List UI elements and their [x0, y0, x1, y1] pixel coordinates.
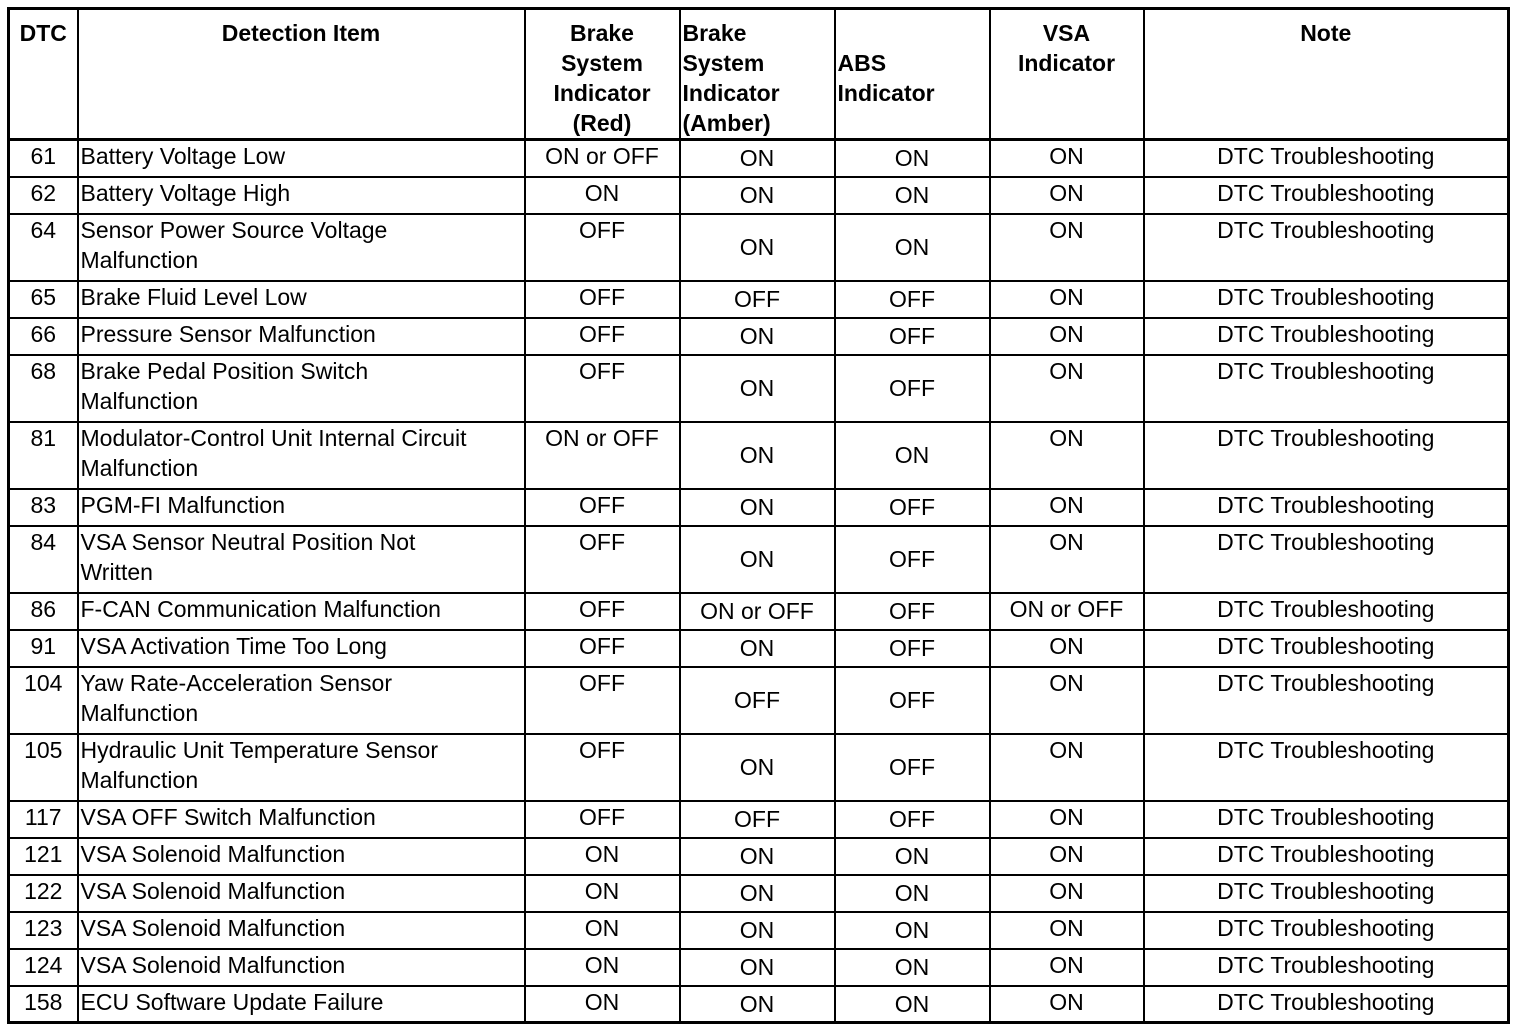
brake-amber-cell: ON [680, 422, 835, 489]
detection-item-line: F-CAN Communication Malfunction [80, 595, 441, 622]
detection-item-cell [78, 912, 525, 949]
detection-item-cell [78, 214, 525, 281]
table-row [9, 489, 1509, 526]
brake-amber-cell: ON [680, 630, 835, 667]
brake-red-cell: ON [525, 875, 680, 912]
detection-item-line: VSA OFF Switch Malfunction [80, 803, 376, 830]
dtc-cell: 104 [9, 667, 78, 734]
note-cell: DTC Troubleshooting [1144, 593, 1509, 630]
brake-amber-cell: ON [680, 526, 835, 593]
header-line: Indicator [553, 80, 651, 106]
dtc-cell: 124 [9, 949, 78, 986]
table-body [9, 140, 1509, 1023]
brake-red-cell: OFF [525, 489, 680, 526]
brake-red-cell: OFF [525, 667, 680, 734]
dtc-cell: 66 [9, 318, 78, 355]
detection-item-line: Battery Voltage Low [80, 143, 286, 169]
note-cell: DTC Troubleshooting [1144, 734, 1509, 801]
detection-item-cell [78, 734, 525, 801]
header-vsa [990, 9, 1144, 140]
detection-item-line: Battery Voltage High [80, 179, 291, 206]
vsa-cell: ON [990, 838, 1144, 875]
dtc-cell: 64 [9, 214, 78, 281]
vsa-cell: ON [990, 912, 1144, 949]
detection-item-cell [78, 422, 525, 489]
brake-amber-cell: ON [680, 318, 835, 355]
vsa-cell: ON [990, 875, 1144, 912]
detection-item-line: Pressure Sensor Malfunction [80, 320, 376, 347]
header-dtc: DTC [9, 9, 78, 140]
abs-cell: OFF [835, 281, 990, 318]
header-abs [835, 9, 990, 140]
table-row [9, 422, 1509, 489]
abs-cell: ON [835, 912, 990, 949]
detection-item-line: VSA Solenoid Malfunction [80, 840, 346, 867]
note-cell: DTC Troubleshooting [1144, 630, 1509, 667]
brake-amber-cell: ON [680, 912, 835, 949]
abs-cell: ON [835, 140, 990, 177]
detection-item-cell [78, 838, 525, 875]
header-note: Note [1144, 9, 1509, 140]
header-line: System [682, 50, 765, 76]
brake-red-cell: OFF [525, 526, 680, 593]
detection-item-line: VSA Solenoid Malfunction [80, 877, 346, 904]
brake-amber-cell: ON [680, 838, 835, 875]
note-cell: DTC Troubleshooting [1144, 801, 1509, 838]
header-line: (Amber) [682, 110, 771, 136]
header-line: ABS [837, 50, 887, 76]
table-row [9, 912, 1509, 949]
brake-amber-cell: ON [680, 355, 835, 422]
table-row [9, 214, 1509, 281]
vsa-cell: ON [990, 734, 1144, 801]
vsa-cell: ON [990, 355, 1144, 422]
note-cell: DTC Troubleshooting [1144, 838, 1509, 875]
detection-item-line: VSA Solenoid Malfunction [80, 951, 346, 978]
detection-item-line: ECU Software Update Failure [80, 988, 384, 1015]
detection-item-cell [78, 667, 525, 734]
table-row [9, 177, 1509, 214]
table-row [9, 593, 1509, 630]
detection-item-line: Brake Pedal Position Switch [80, 357, 369, 384]
header-line: Indicator [837, 80, 935, 106]
note-cell: DTC Troubleshooting [1144, 912, 1509, 949]
brake-red-cell: OFF [525, 801, 680, 838]
table-row [9, 526, 1509, 593]
vsa-cell: ON [990, 214, 1144, 281]
detection-item-cell [78, 177, 525, 214]
abs-cell: OFF [835, 801, 990, 838]
vsa-cell: ON [990, 630, 1144, 667]
abs-cell: ON [835, 838, 990, 875]
brake-red-cell: OFF [525, 318, 680, 355]
abs-cell: OFF [835, 734, 990, 801]
dtc-cell: 81 [9, 422, 78, 489]
vsa-cell: ON [990, 318, 1144, 355]
table-row [9, 140, 1509, 177]
detection-item-cell [78, 801, 525, 838]
dtc-cell: 68 [9, 355, 78, 422]
note-cell: DTC Troubleshooting [1144, 177, 1509, 214]
brake-red-cell: ON [525, 949, 680, 986]
vsa-cell: ON [990, 949, 1144, 986]
abs-cell: OFF [835, 593, 990, 630]
dtc-cell: 117 [9, 801, 78, 838]
vsa-cell: ON [990, 140, 1144, 177]
detection-item-cell [78, 593, 525, 630]
table-row [9, 630, 1509, 667]
detection-item-cell [78, 140, 525, 177]
vsa-cell: ON [990, 526, 1144, 593]
header-line: Brake [682, 20, 747, 46]
header-line: (Red) [572, 110, 632, 136]
brake-red-cell: OFF [525, 593, 680, 630]
abs-cell: ON [835, 214, 990, 281]
note-cell: DTC Troubleshooting [1144, 949, 1509, 986]
brake-red-cell: OFF [525, 281, 680, 318]
detection-item-cell [78, 949, 525, 986]
dtc-cell: 123 [9, 912, 78, 949]
dtc-cell: 65 [9, 281, 78, 318]
brake-amber-cell: OFF [680, 281, 835, 318]
vsa-cell: ON [990, 986, 1144, 1023]
abs-cell: ON [835, 177, 990, 214]
brake-red-cell: ON [525, 912, 680, 949]
header-row [9, 9, 1509, 140]
detection-item-line: PGM-FI Malfunction [80, 491, 285, 518]
note-cell: DTC Troubleshooting [1144, 667, 1509, 734]
table-row [9, 875, 1509, 912]
header-line: Indicator [1017, 50, 1116, 76]
detection-item-line: Malfunction [80, 387, 199, 414]
note-cell: DTC Troubleshooting [1144, 281, 1509, 318]
abs-cell: OFF [835, 526, 990, 593]
detection-item-line: Yaw Rate-Acceleration Sensor [80, 669, 392, 696]
header-detection-item: Detection Item [78, 9, 525, 140]
abs-cell: ON [835, 949, 990, 986]
dtc-cell: 121 [9, 838, 78, 875]
table-row [9, 801, 1509, 838]
brake-amber-cell: ON or OFF [680, 593, 835, 630]
detection-item-cell [78, 318, 525, 355]
dtc-cell: 62 [9, 177, 78, 214]
brake-amber-cell: ON [680, 214, 835, 281]
detection-item-cell [78, 986, 525, 1023]
note-cell: DTC Troubleshooting [1144, 318, 1509, 355]
table-row [9, 355, 1509, 422]
abs-cell: OFF [835, 667, 990, 734]
detection-item-line: Malfunction [80, 246, 199, 273]
abs-cell: OFF [835, 630, 990, 667]
table-row [9, 281, 1509, 318]
brake-red-cell: OFF [525, 630, 680, 667]
dtc-cell: 61 [9, 140, 78, 177]
abs-cell: ON [835, 875, 990, 912]
brake-red-cell: OFF [525, 734, 680, 801]
detection-item-cell [78, 875, 525, 912]
brake-amber-cell: OFF [680, 801, 835, 838]
brake-red-cell: ON or OFF [525, 422, 680, 489]
abs-cell: ON [835, 986, 990, 1023]
header-line: Indicator [682, 80, 780, 106]
dtc-cell: 122 [9, 875, 78, 912]
detection-item-line: Malfunction [80, 454, 199, 481]
detection-item-line: VSA Solenoid Malfunction [80, 914, 346, 941]
table-row [9, 667, 1509, 734]
vsa-cell: ON [990, 422, 1144, 489]
header-brake-amber [680, 9, 835, 140]
dtc-cell: 83 [9, 489, 78, 526]
vsa-cell: ON [990, 801, 1144, 838]
abs-cell: OFF [835, 318, 990, 355]
note-cell: DTC Troubleshooting [1144, 875, 1509, 912]
brake-amber-cell: ON [680, 177, 835, 214]
brake-amber-cell: ON [680, 489, 835, 526]
note-cell: DTC Troubleshooting [1144, 140, 1509, 177]
header-line: VSA [1042, 20, 1091, 46]
dtc-indicator-table [7, 7, 1510, 1024]
detection-item-line: Modulator-Control Unit Internal Circuit [80, 424, 467, 451]
brake-red-cell: ON or OFF [525, 140, 680, 177]
note-cell: DTC Troubleshooting [1144, 422, 1509, 489]
brake-amber-cell: ON [680, 140, 835, 177]
header-line: Brake [570, 20, 634, 46]
dtc-cell: 91 [9, 630, 78, 667]
abs-cell: ON [835, 422, 990, 489]
note-cell: DTC Troubleshooting [1144, 986, 1509, 1023]
note-cell: DTC Troubleshooting [1144, 526, 1509, 593]
detection-item-cell [78, 281, 525, 318]
vsa-cell: ON or OFF [990, 593, 1144, 630]
detection-item-cell [78, 355, 525, 422]
abs-cell: OFF [835, 355, 990, 422]
detection-item-cell [78, 489, 525, 526]
brake-red-cell: ON [525, 838, 680, 875]
detection-item-line: Malfunction [80, 699, 199, 726]
table-row [9, 986, 1509, 1023]
detection-item-cell [78, 630, 525, 667]
detection-item-line: Brake Fluid Level Low [80, 283, 307, 310]
brake-red-cell: OFF [525, 214, 680, 281]
brake-red-cell: OFF [525, 355, 680, 422]
brake-amber-cell: OFF [680, 667, 835, 734]
table-row [9, 838, 1509, 875]
vsa-cell: ON [990, 177, 1144, 214]
detection-item-line: VSA Activation Time Too Long [80, 632, 387, 659]
detection-item-line: Hydraulic Unit Temperature Sensor [80, 736, 439, 763]
detection-item-line: Sensor Power Source Voltage [80, 216, 388, 243]
abs-cell: OFF [835, 489, 990, 526]
vsa-cell: ON [990, 489, 1144, 526]
dtc-cell: 84 [9, 526, 78, 593]
vsa-cell: ON [990, 667, 1144, 734]
brake-amber-cell: ON [680, 986, 835, 1023]
vsa-cell: ON [990, 281, 1144, 318]
dtc-cell: 105 [9, 734, 78, 801]
detection-item-line: Malfunction [80, 766, 199, 793]
table-row [9, 734, 1509, 801]
detection-item-line: VSA Sensor Neutral Position Not [80, 528, 416, 555]
note-cell: DTC Troubleshooting [1144, 489, 1509, 526]
brake-amber-cell: ON [680, 949, 835, 986]
brake-amber-cell: ON [680, 875, 835, 912]
table-row [9, 949, 1509, 986]
brake-red-cell: ON [525, 177, 680, 214]
header-line: System [561, 50, 643, 76]
table-row [9, 318, 1509, 355]
detection-item-line: Written [80, 558, 153, 585]
note-cell: DTC Troubleshooting [1144, 214, 1509, 281]
dtc-cell: 158 [9, 986, 78, 1023]
detection-item-cell [78, 526, 525, 593]
brake-red-cell: ON [525, 986, 680, 1023]
brake-amber-cell: ON [680, 734, 835, 801]
header-brake-red [525, 9, 680, 140]
note-cell: DTC Troubleshooting [1144, 355, 1509, 422]
dtc-cell: 86 [9, 593, 78, 630]
